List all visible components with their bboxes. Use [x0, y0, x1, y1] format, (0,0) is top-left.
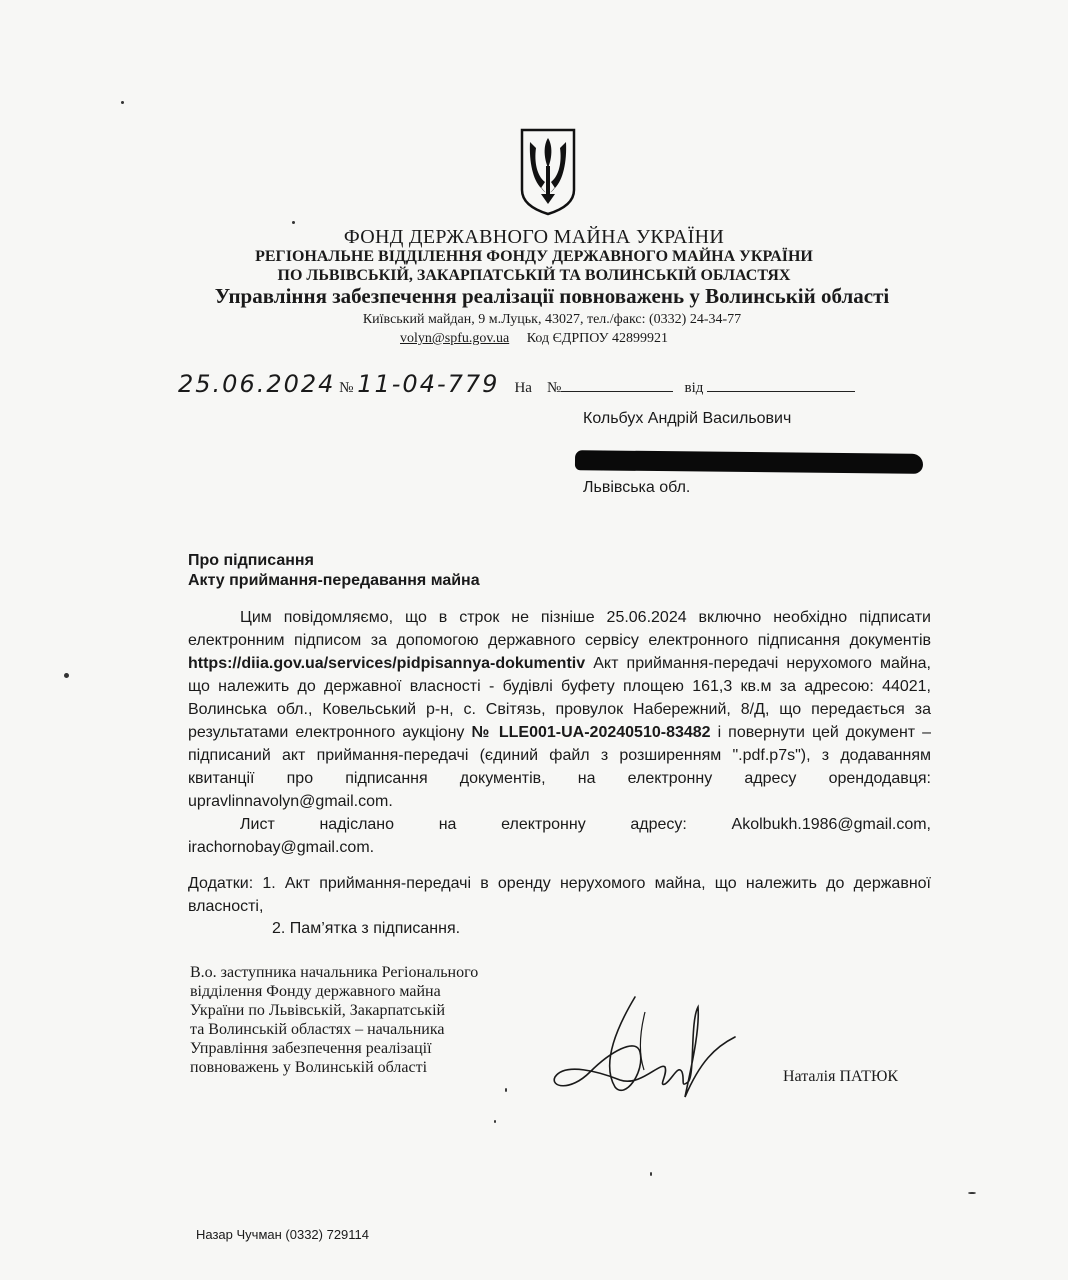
registration-on-label: На	[514, 380, 532, 396]
header-address: Київський майдан, 9 м.Луцьк, 43027, тел./факс: (0332) 24-34-77	[362, 312, 742, 327]
diia-service-link[interactable]: https://diia.gov.ua/services/pidpisannya-dokumentiv	[188, 655, 586, 672]
registration-from-label: від	[684, 380, 704, 396]
subject-line-1: Про підписання	[188, 552, 314, 569]
coat-of-arms-icon	[519, 128, 577, 216]
registration-on-no-label: №	[546, 380, 562, 396]
scan-speck	[494, 1120, 496, 1123]
header-fund-name: ФОНД ДЕРЖАВНОГО МАЙНА УКРАЇНИ	[343, 226, 725, 248]
header-email-link[interactable]: volyn@spfu.gov.ua	[400, 331, 510, 346]
scan-speck	[505, 1088, 507, 1092]
recipient-name: Кольбух Андрій Васильович	[583, 410, 792, 427]
registration-on-number-blank	[561, 391, 673, 392]
body-text-start: Цим повідомляємо, що в строк не пізніше 25.06.2024 включно необхідно підписати електронним підписом за допомогою державного сервісу електронного підписання документів	[188, 609, 931, 649]
body-text-end: і повернути цей документ – підписаний акт приймання-передачі (єдиний файл з розширенням ".pdf.p7s"), з додаванням квитанції про підписання документів, на електронну адресу орендодавця: upravlinnavolyn@gmail.com.	[188, 724, 932, 810]
subject-line-2: Акту приймання-передавання майна	[188, 572, 480, 589]
attachment-item-1: Додатки: 1. Акт приймання-передачі в оренду нерухомого майна, що належить до державної власності,	[188, 875, 931, 915]
scan-speck	[121, 101, 124, 104]
registration-from-date-blank	[707, 391, 855, 392]
redaction-mark	[575, 450, 923, 474]
scan-speck	[968, 1192, 976, 1194]
header-code: Код ЄДРПОУ 42899921	[526, 331, 668, 346]
signatory-position: В.о. заступника начальника Регіонального відділення Фонду державного майна України по Львівській, Закарпатській та Волинській областях – начальника Управління забезпечення реалізації повноважень у Волинській області	[190, 964, 479, 1076]
scan-speck	[64, 673, 69, 678]
registration-number: 11-04-779	[357, 370, 500, 398]
body-text-middle: Акт приймання-передачі нерухомого майна, що належить до державної власності - будівлі буфету площею 161,3 кв.м за адресою: 44021, Волинська обл., Ковельський р-н, с. Світязь, провулок Набережний, 8/Д, що передається за результатами електронного аукціону	[188, 655, 931, 741]
header-regions: ПО ЛЬВІВСЬКІЙ, ЗАКАРПАТСЬКІЙ ТА ВОЛИНСЬКІЙ ОБЛАСТЯХ	[277, 267, 791, 284]
scan-speck	[292, 221, 295, 224]
header-regional-office: РЕГІОНАЛЬНЕ ВІДДІЛЕННЯ ФОНДУ ДЕРЖАВНОГО МАЙНА УКРАЇНИ	[255, 248, 813, 265]
header-contact	[0, 331, 1068, 347]
body-sent-line-2: irachornobay@gmail.com.	[188, 839, 375, 856]
attachment-item-2: 2. Пам’ятка з підписання.	[272, 920, 461, 937]
executor-contact: Назар Чучман (0332) 729114	[196, 1227, 370, 1242]
letter-body	[188, 606, 931, 859]
registration-line	[178, 370, 855, 398]
header-department: Управління забезпечення реалізації повноважень у Волинській області	[214, 284, 890, 308]
registration-date: 25.06.2024	[178, 370, 336, 398]
signatory-name: Наталія ПАТЮК	[783, 1068, 899, 1085]
scan-speck	[650, 1172, 652, 1176]
registration-no-label: №	[339, 380, 354, 396]
handwritten-signature-icon	[540, 992, 740, 1107]
body-sent-line: Лист надіслано на електронну адресу: Akolbukh.1986@gmail.com,	[240, 816, 931, 833]
body-paragraph-main	[188, 606, 931, 813]
recipient-region: Львівська обл.	[583, 479, 691, 496]
auction-lot-number: № LLE001-UA-20240510-83482	[471, 724, 711, 741]
